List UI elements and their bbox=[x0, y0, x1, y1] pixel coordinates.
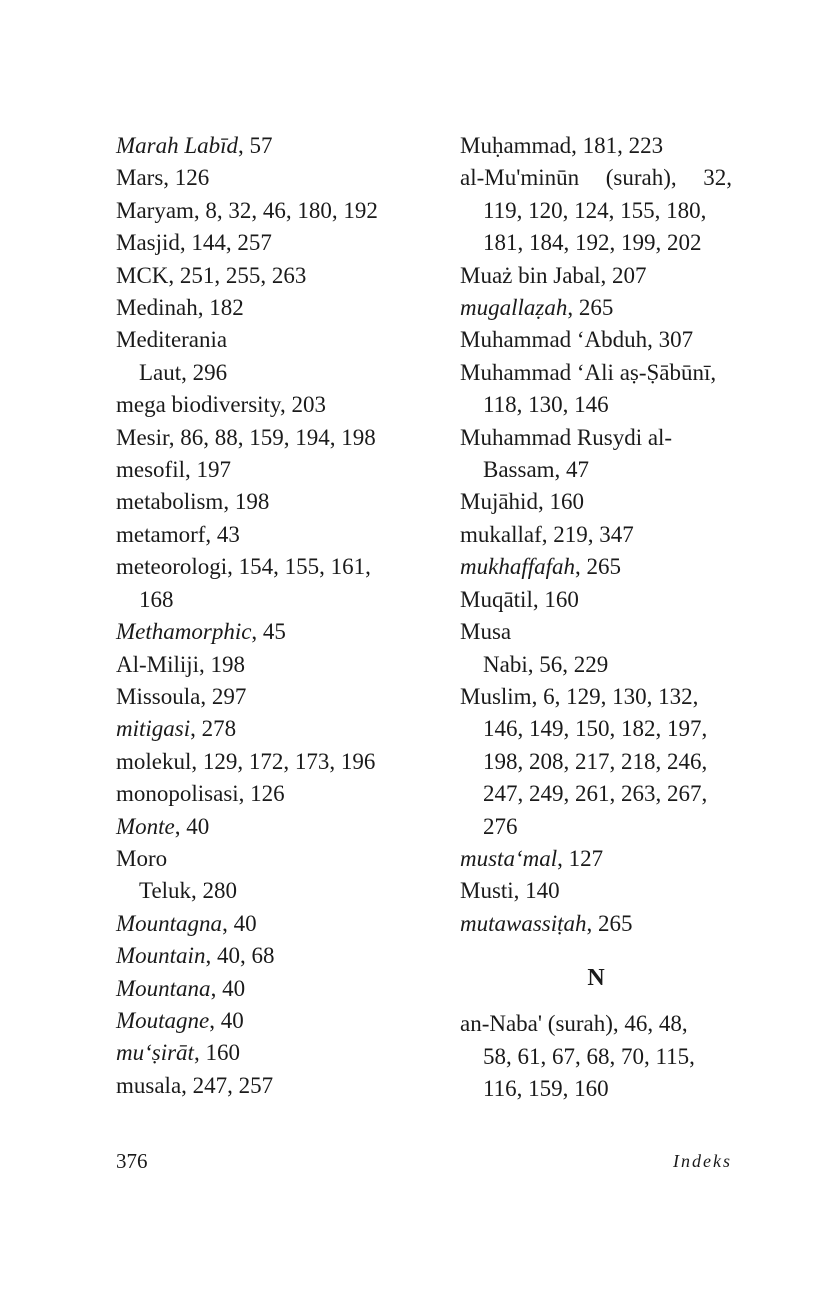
index-subentry bbox=[116, 357, 406, 389]
index-term-italic: Mountagna bbox=[116, 910, 223, 936]
index-term-italic: mukhaffafah bbox=[460, 554, 575, 580]
index-text: , 278 bbox=[190, 716, 237, 742]
index-text: Muhammad ‘Ali aṣ-Ṣābūnī, bbox=[460, 359, 717, 385]
index-column-left bbox=[116, 130, 406, 1102]
index-entry-word: 32, bbox=[703, 165, 732, 191]
index-subentry bbox=[116, 875, 406, 907]
index-text: 198, 208, 217, 218, 246, bbox=[483, 748, 708, 774]
index-entry bbox=[116, 422, 406, 454]
index-entry-continuation bbox=[460, 811, 732, 843]
index-text: Bassam, 47 bbox=[483, 457, 590, 483]
index-text: Missoula, 297 bbox=[116, 683, 247, 709]
index-text: Musa bbox=[460, 619, 512, 645]
index-entry-continuation bbox=[116, 584, 406, 616]
index-text: 181, 184, 192, 199, 202 bbox=[483, 230, 702, 256]
index-entry bbox=[460, 875, 732, 907]
index-text: meteorologi, 154, 155, 161, bbox=[116, 554, 371, 580]
index-text: 119, 120, 124, 155, 180, bbox=[483, 197, 707, 223]
index-text: Muḥammad, 181, 223 bbox=[460, 133, 664, 158]
index-entry bbox=[116, 1005, 406, 1037]
index-text: Muaż bin Jabal, 207 bbox=[460, 262, 647, 288]
index-entry bbox=[116, 649, 406, 681]
index-term-italic: Moutagne bbox=[116, 1007, 210, 1033]
index-text: , 57 bbox=[238, 133, 273, 158]
index-text: 247, 249, 261, 263, 267, bbox=[483, 781, 708, 807]
index-entry bbox=[460, 843, 732, 875]
index-text: MCK, 251, 255, 263 bbox=[116, 262, 307, 288]
index-entry bbox=[116, 292, 406, 324]
index-entry bbox=[460, 551, 732, 583]
index-entry bbox=[460, 422, 732, 454]
index-text: , 40 bbox=[209, 1007, 244, 1033]
index-entry bbox=[460, 519, 732, 551]
index-entry bbox=[116, 940, 406, 972]
index-text: Mars, 126 bbox=[116, 165, 210, 191]
index-entry-continuation bbox=[460, 1041, 732, 1073]
index-entry bbox=[116, 486, 406, 518]
index-entry bbox=[116, 681, 406, 713]
index-entry bbox=[116, 130, 406, 162]
index-text: N bbox=[587, 965, 605, 992]
index-entry-continuation bbox=[460, 195, 732, 227]
index-entry-word: (surah), bbox=[605, 165, 677, 191]
index-text: Maryam, 8, 32, 46, 180, 192 bbox=[116, 197, 378, 223]
index-term-italic: Mountana bbox=[116, 975, 211, 1001]
index-text: mega biodiversity, 203 bbox=[116, 392, 326, 418]
index-text: , 40, 68 bbox=[205, 943, 275, 969]
index-entry bbox=[460, 357, 732, 389]
index-entry-continuation bbox=[460, 713, 732, 745]
index-entry bbox=[460, 584, 732, 616]
index-entry-continuation bbox=[460, 778, 732, 810]
index-entry bbox=[116, 616, 406, 648]
index-text: Mujāhid, 160 bbox=[460, 489, 584, 515]
index-term-italic: Marah Labīd bbox=[116, 133, 239, 158]
index-text: molekul, 129, 172, 173, 196 bbox=[116, 748, 376, 774]
index-entry bbox=[116, 1070, 406, 1102]
index-entry-word: al-Mu'minūn bbox=[460, 165, 580, 191]
index-entry bbox=[460, 908, 732, 940]
index-text: 276 bbox=[483, 813, 518, 839]
index-text: 116, 159, 160 bbox=[483, 1075, 609, 1101]
index-text: , 127 bbox=[557, 845, 604, 871]
index-entry bbox=[116, 162, 406, 194]
page-number: 376 bbox=[116, 1149, 148, 1173]
index-entry bbox=[460, 292, 732, 324]
index-term-italic: Methamorphic bbox=[116, 619, 252, 645]
index-text: Mesir, 86, 88, 159, 194, 198 bbox=[116, 424, 376, 450]
index-entry bbox=[116, 519, 406, 551]
index-entry bbox=[460, 1008, 732, 1040]
index-entry bbox=[116, 389, 406, 421]
index-term-italic: mugallaẓah bbox=[460, 295, 568, 321]
index-entry bbox=[116, 778, 406, 810]
index-term-italic: mutawassiṭah bbox=[460, 910, 587, 936]
index-text: an-Naba' (surah), 46, 48, bbox=[460, 1011, 688, 1037]
index-entry bbox=[116, 973, 406, 1005]
index-text: Masjid, 144, 257 bbox=[116, 230, 272, 256]
index-term-italic: mitigasi bbox=[116, 716, 191, 742]
running-title: Indeks bbox=[673, 1151, 732, 1171]
index-text: 58, 61, 67, 68, 70, 115, bbox=[483, 1043, 695, 1069]
index-text: Musti, 140 bbox=[460, 878, 560, 904]
index-entry-continuation bbox=[460, 454, 732, 486]
section-letter-heading bbox=[460, 962, 732, 994]
index-entry bbox=[116, 227, 406, 259]
index-entry bbox=[116, 454, 406, 486]
index-entry bbox=[460, 130, 732, 162]
index-entry bbox=[116, 811, 406, 843]
index-text: Muslim, 6, 129, 130, 132, bbox=[460, 683, 699, 709]
index-text: Nabi, 56, 229 bbox=[483, 651, 609, 677]
index-entry bbox=[460, 486, 732, 518]
index-entry bbox=[460, 681, 732, 713]
index-entry bbox=[460, 324, 732, 356]
index-text: Laut, 296 bbox=[139, 359, 228, 385]
index-text: monopolisasi, 126 bbox=[116, 781, 285, 807]
index-column-right bbox=[460, 130, 732, 1105]
index-text: Mediterania bbox=[116, 327, 228, 353]
index-text: metabolism, 198 bbox=[116, 489, 270, 515]
index-entry bbox=[116, 713, 406, 745]
index-text: , 265 bbox=[586, 910, 633, 936]
index-text: Moro bbox=[116, 845, 168, 871]
index-text: , 40 bbox=[210, 975, 246, 1001]
index-text: , 265 bbox=[575, 554, 621, 580]
index-entry-continuation bbox=[460, 746, 732, 778]
index-text: metamorf, 43 bbox=[116, 521, 240, 547]
index-text: Muqātil, 160 bbox=[460, 586, 579, 612]
index-text: 118, 130, 146 bbox=[483, 392, 609, 418]
index-text: , 40 bbox=[174, 813, 210, 839]
index-text: musala, 247, 257 bbox=[116, 1072, 274, 1098]
index-term-italic: mu‘ṣirāt bbox=[116, 1040, 194, 1066]
index-entry bbox=[116, 908, 406, 940]
index-term-italic: Mountain bbox=[116, 943, 206, 969]
index-text: 168 bbox=[139, 586, 174, 612]
index-entry bbox=[116, 195, 406, 227]
index-text: Muhammad Rusydi al- bbox=[460, 424, 673, 450]
index-entry bbox=[116, 324, 406, 356]
index-entry bbox=[116, 843, 406, 875]
index-entry-continuation bbox=[460, 1073, 732, 1105]
index-text: Medinah, 182 bbox=[116, 295, 244, 321]
index-entry-continuation bbox=[460, 389, 732, 421]
index-text: , 45 bbox=[251, 619, 286, 645]
index-entry bbox=[460, 162, 732, 194]
index-text: Teluk, 280 bbox=[139, 878, 238, 904]
index-term-italic: Monte bbox=[116, 813, 175, 839]
index-text: , 40 bbox=[222, 910, 257, 936]
index-text: mesofil, 197 bbox=[116, 457, 231, 483]
index-entry bbox=[116, 1037, 406, 1069]
index-entry bbox=[116, 260, 406, 292]
index-text: , 265 bbox=[567, 295, 614, 321]
index-text: Al-Miliji, 198 bbox=[116, 651, 246, 677]
index-entry bbox=[116, 746, 406, 778]
index-subentry bbox=[460, 649, 732, 681]
index-text: mukallaf, 219, 347 bbox=[460, 521, 634, 547]
index-entry bbox=[116, 551, 406, 583]
index-term-italic: musta‘mal bbox=[460, 845, 558, 871]
index-text: , 160 bbox=[193, 1040, 240, 1066]
index-text: Muhammad ‘Abduh, 307 bbox=[460, 327, 694, 353]
index-entry bbox=[460, 260, 732, 292]
index-entry-continuation bbox=[460, 227, 732, 259]
index-entry bbox=[460, 616, 732, 648]
index-text: 146, 149, 150, 182, 197, bbox=[483, 716, 708, 742]
